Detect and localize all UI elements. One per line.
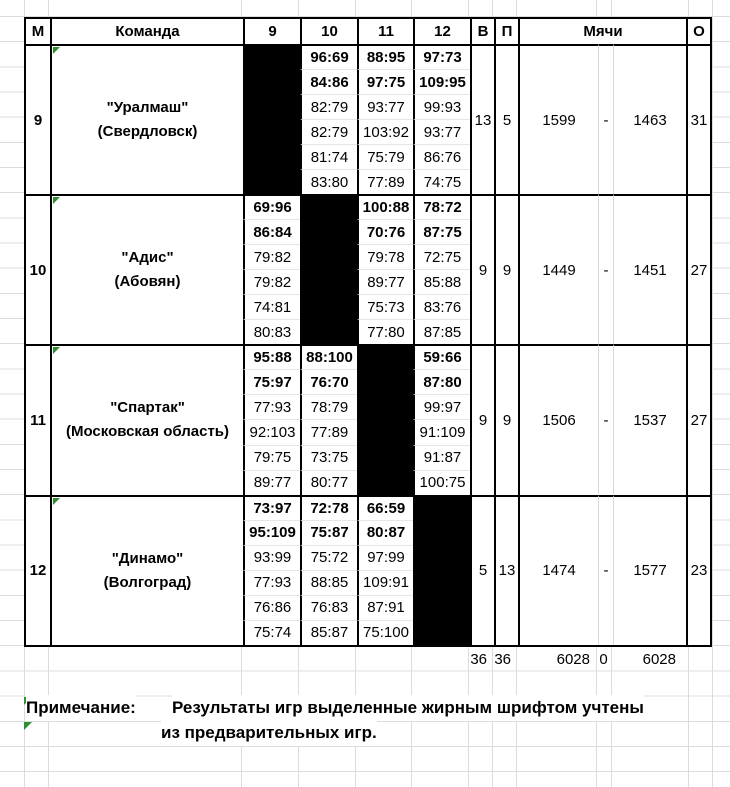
score-cell[interactable]: 74:75	[413, 169, 470, 194]
score-cell[interactable]: 77:80	[357, 319, 413, 344]
score-cell[interactable]: 109:91	[357, 570, 413, 595]
score-cell[interactable]: 72:75	[413, 244, 470, 269]
header-cell-1[interactable]: М	[26, 19, 50, 44]
score-cell[interactable]: 85:87	[300, 620, 357, 645]
score-cell[interactable]: 88:95	[357, 44, 413, 69]
wins-cell[interactable]: 9	[470, 344, 494, 494]
score-cell[interactable]: 87:75	[413, 219, 470, 244]
score-cell[interactable]: 95:88	[243, 344, 300, 369]
score-cell[interactable]: 109:95	[413, 69, 470, 94]
goals-against-cell[interactable]: 1463	[613, 44, 686, 194]
goals-dash-cell[interactable]: -	[598, 344, 613, 494]
wins-cell[interactable]: 13	[470, 44, 494, 194]
header-cell-4[interactable]: 10	[300, 19, 357, 44]
team-number-cell[interactable]: 11	[26, 344, 50, 494]
score-cell[interactable]: 59:66	[413, 344, 470, 369]
score-cell[interactable]: 89:77	[357, 269, 413, 294]
team-name-cell[interactable]	[50, 194, 243, 344]
blackout-cell[interactable]	[413, 495, 470, 645]
score-cell[interactable]: 93:77	[413, 119, 470, 144]
score-cell[interactable]: 80:87	[357, 520, 413, 545]
goals-dash-cell[interactable]: -	[598, 44, 613, 194]
comment-triangle-icon	[53, 347, 60, 354]
score-cell[interactable]: 75:97	[243, 369, 300, 394]
score-cell[interactable]: 87:85	[413, 319, 470, 344]
score-cell[interactable]: 92:103	[243, 419, 300, 444]
score-cell[interactable]: 66:59	[357, 495, 413, 520]
score-cell[interactable]: 75:79	[357, 144, 413, 169]
score-cell[interactable]: 86:84	[243, 219, 300, 244]
points-cell[interactable]: 27	[686, 344, 710, 494]
goals-for-cell[interactable]: 1474	[518, 495, 598, 645]
wins-cell[interactable]: 9	[470, 194, 494, 344]
score-cell[interactable]: 79:82	[243, 269, 300, 294]
blackout-cell[interactable]	[357, 344, 413, 494]
score-cell[interactable]: 86:76	[413, 144, 470, 169]
note-line2-cell[interactable]	[161, 720, 377, 746]
note-line1-cell[interactable]	[172, 695, 644, 721]
score-cell[interactable]: 76:86	[243, 595, 300, 620]
score-cell[interactable]: 97:75	[357, 69, 413, 94]
score-cell[interactable]: 89:77	[243, 470, 300, 495]
score-cell[interactable]: 99:97	[413, 394, 470, 419]
score-cell[interactable]: 70:76	[357, 219, 413, 244]
score-cell[interactable]: 88:85	[300, 570, 357, 595]
team-name: "Спартак"	[110, 399, 185, 417]
score-cell[interactable]: 93:99	[243, 545, 300, 570]
score-cell[interactable]: 84:86	[300, 69, 357, 94]
score-cell[interactable]: 87:80	[413, 369, 470, 394]
header-cell-3[interactable]: 9	[243, 19, 300, 44]
note-label-cell[interactable]	[26, 695, 136, 721]
score-cell[interactable]: 77:89	[300, 419, 357, 444]
score-cell[interactable]: 87:91	[357, 595, 413, 620]
score-cell[interactable]: 76:70	[300, 369, 357, 394]
header-cell-9[interactable]: Мячи	[518, 19, 686, 44]
score-cell[interactable]: 75:73	[357, 294, 413, 319]
team-city: (Абовян)	[114, 273, 181, 291]
blackout-cell[interactable]	[300, 194, 357, 344]
totals-diff-cell[interactable]: 0	[599, 651, 608, 668]
score-cell[interactable]: 81:74	[300, 144, 357, 169]
team-city: (Волгоград)	[103, 573, 192, 591]
header-cell-6[interactable]: 12	[413, 19, 470, 44]
team-name: "Динамо"	[111, 549, 184, 567]
losses-cell[interactable]: 5	[494, 44, 518, 194]
score-cell[interactable]: 103:92	[357, 119, 413, 144]
score-cell[interactable]: 74:81	[243, 294, 300, 319]
goals-against-cell[interactable]: 1577	[613, 495, 686, 645]
losses-cell[interactable]: 9	[494, 194, 518, 344]
score-cell[interactable]: 82:79	[300, 119, 357, 144]
score-cell[interactable]: 78:79	[300, 394, 357, 419]
gridline-vertical	[712, 0, 713, 787]
score-cell[interactable]: 97:99	[357, 545, 413, 570]
header-cell-8[interactable]: П	[494, 19, 518, 44]
score-cell[interactable]: 73:75	[300, 445, 357, 470]
score-cell[interactable]: 77:93	[243, 570, 300, 595]
team-number-cell[interactable]: 10	[26, 194, 50, 344]
team-city: (Свердловск)	[97, 123, 198, 141]
score-cell[interactable]: 80:77	[300, 470, 357, 495]
score-cell[interactable]: 76:83	[300, 595, 357, 620]
wins-cell[interactable]: 5	[470, 495, 494, 645]
score-cell[interactable]: 93:77	[357, 94, 413, 119]
team-name-cell[interactable]	[50, 344, 243, 494]
totals-goals-against-cell[interactable]: 6028	[642, 651, 676, 668]
score-cell[interactable]: 88:100	[300, 344, 357, 369]
goals-against-cell[interactable]: 1451	[613, 194, 686, 344]
comment-triangle-icon	[53, 197, 60, 204]
header-cell-5[interactable]: 11	[357, 19, 413, 44]
score-cell[interactable]: 97:73	[413, 44, 470, 69]
score-cell[interactable]: 91:109	[413, 419, 470, 444]
header-cell-7[interactable]: В	[470, 19, 494, 44]
score-cell[interactable]: 83:80	[300, 169, 357, 194]
goals-dash-cell[interactable]: -	[598, 194, 613, 344]
note-label: Примечание:	[26, 698, 136, 717]
score-cell[interactable]: 75:72	[300, 545, 357, 570]
team-name-cell[interactable]	[50, 44, 243, 194]
goals-against-cell[interactable]: 1537	[613, 344, 686, 494]
score-cell[interactable]: 69:96	[243, 194, 300, 219]
goals-for-cell[interactable]: 1506	[518, 344, 598, 494]
score-cell[interactable]: 78:72	[413, 194, 470, 219]
score-cell[interactable]: 72:78	[300, 495, 357, 520]
comment-triangle-icon	[53, 498, 60, 505]
points-cell[interactable]: 31	[686, 44, 710, 194]
points-cell[interactable]: 23	[686, 495, 710, 645]
team-name: "Адис"	[121, 249, 174, 267]
comment-triangle-icon	[53, 47, 60, 54]
team-name: "Уралмаш"	[106, 99, 189, 117]
goals-for-cell[interactable]: 1599	[518, 44, 598, 194]
score-cell[interactable]: 96:69	[300, 44, 357, 69]
note-line1: Результаты игр выделенные жирным шрифтом учтены	[172, 698, 644, 717]
results-table	[24, 17, 712, 647]
points-cell[interactable]: 27	[686, 194, 710, 344]
score-cell[interactable]: 75:100	[357, 620, 413, 645]
score-cell[interactable]: 77:89	[357, 169, 413, 194]
score-cell[interactable]: 100:75	[413, 470, 470, 495]
goals-dash-cell[interactable]: -	[598, 495, 613, 645]
score-cell[interactable]: 85:88	[413, 269, 470, 294]
team-number-cell[interactable]: 9	[26, 44, 50, 194]
note-line2: из предварительных игр.	[161, 723, 377, 742]
score-cell[interactable]: 83:76	[413, 294, 470, 319]
team-name-cell[interactable]	[50, 495, 243, 645]
score-cell[interactable]: 73:97	[243, 495, 300, 520]
comment-triangle-icon	[24, 722, 32, 730]
goals-for-cell[interactable]: 1449	[518, 194, 598, 344]
totals-goals-for-cell[interactable]: 6028	[556, 651, 590, 668]
score-cell[interactable]: 99:93	[413, 94, 470, 119]
totals-losses-cell[interactable]: 36	[494, 651, 511, 668]
losses-cell[interactable]: 9	[494, 344, 518, 494]
score-cell[interactable]: 75:74	[243, 620, 300, 645]
score-cell[interactable]: 95:109	[243, 520, 300, 545]
header-cell-10[interactable]: О	[686, 19, 710, 44]
totals-wins-cell[interactable]: 36	[470, 651, 487, 668]
header-cell-2[interactable]: Команда	[50, 19, 243, 44]
score-cell[interactable]: 79:78	[357, 244, 413, 269]
team-number-cell[interactable]: 12	[26, 495, 50, 645]
score-cell[interactable]: 77:93	[243, 394, 300, 419]
blackout-cell[interactable]	[243, 44, 300, 194]
score-cell[interactable]: 79:82	[243, 244, 300, 269]
score-cell[interactable]: 79:75	[243, 445, 300, 470]
score-cell[interactable]: 100:88	[357, 194, 413, 219]
score-cell[interactable]: 75:87	[300, 520, 357, 545]
team-city: (Московская область)	[65, 423, 230, 441]
losses-cell[interactable]: 13	[494, 495, 518, 645]
score-cell[interactable]: 80:83	[243, 319, 300, 344]
score-cell[interactable]: 82:79	[300, 94, 357, 119]
score-cell[interactable]: 91:87	[413, 445, 470, 470]
